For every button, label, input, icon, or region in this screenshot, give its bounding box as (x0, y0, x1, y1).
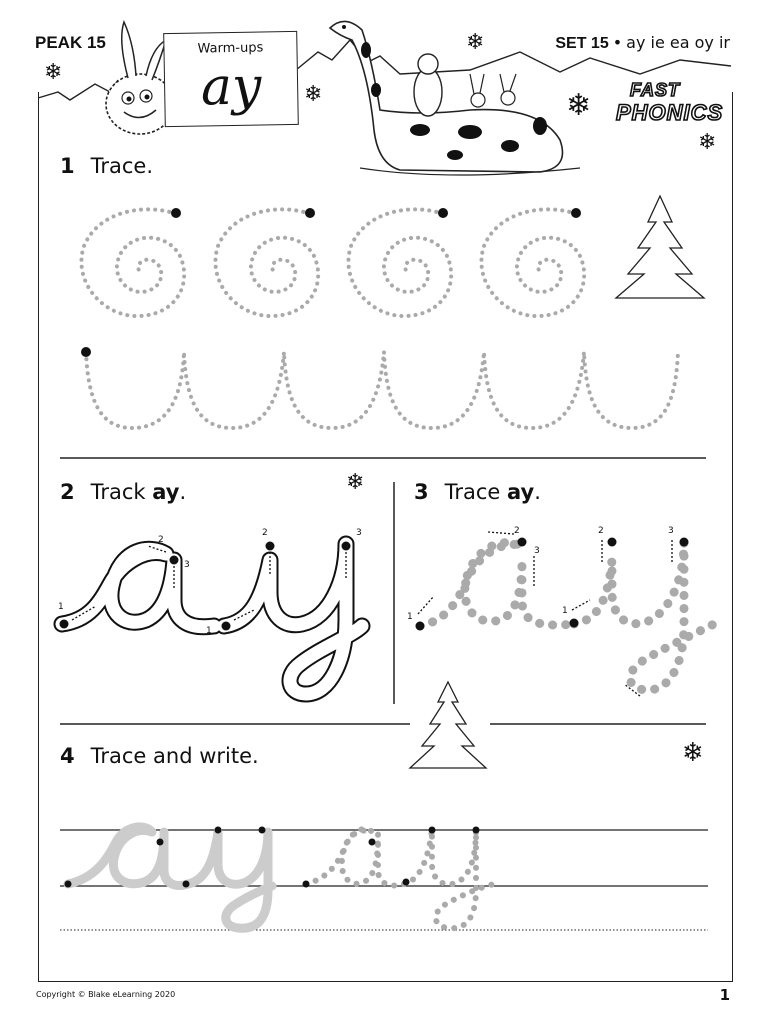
snowflake-icon: ❄ (346, 470, 365, 495)
page-number: 1 (719, 986, 730, 1004)
snowflake-icon: ❄ (304, 82, 323, 107)
section-instruction: Trace (444, 480, 508, 504)
section-instruction: Trace and write. (90, 744, 259, 768)
stroke-number: 2 (514, 526, 520, 536)
section-number: 3 (414, 480, 429, 504)
section-instruction-end: . (534, 480, 541, 504)
start-dot (369, 839, 376, 846)
logo-line-1: FAST (630, 80, 681, 100)
set-number: SET 15 (555, 35, 609, 52)
snowflake-icon: ❄ (566, 88, 592, 123)
snowflake-icon: ❄ (466, 30, 485, 55)
stroke-number: 2 (158, 535, 164, 545)
start-dot (259, 827, 266, 834)
section-number: 1 (60, 154, 75, 178)
section-instruction-end: . (179, 480, 187, 504)
section-number: 2 (60, 480, 75, 504)
snowflake-icon: ❄ (44, 60, 63, 85)
section-instruction: Track (90, 480, 153, 504)
stroke-number: 1 (206, 626, 212, 636)
section-instruction-bold: ay (507, 480, 535, 504)
logo-line-2: PHONICS (616, 100, 724, 125)
grey-y (188, 832, 272, 928)
stroke-number: 2 (598, 526, 604, 536)
stroke-number: 3 (356, 528, 362, 538)
snowflake-icon: ❄ (698, 130, 717, 155)
snowflake-icon: ❄ (682, 738, 704, 768)
grey-a (68, 827, 188, 886)
dotted-y (404, 830, 494, 928)
section-instruction: Trace. (90, 154, 154, 178)
start-dot (303, 881, 310, 888)
separator-dot: • (612, 33, 623, 52)
section-instruction-bold: ay (152, 480, 180, 504)
stroke-number: 1 (562, 606, 568, 616)
start-dot (403, 879, 410, 886)
stroke-number: 3 (184, 560, 190, 570)
start-dot (183, 881, 190, 888)
stroke-number: 1 (407, 612, 413, 622)
warmup-label: Warm-ups (197, 40, 264, 57)
section-number: 4 (60, 744, 75, 768)
stroke-number: 1 (58, 602, 64, 612)
start-dot (215, 827, 222, 834)
copyright-text: Copyright © Blake eLearning 2020 (36, 990, 176, 999)
start-dot (157, 839, 164, 846)
warmup-letters: ay (200, 56, 262, 118)
start-dot (65, 881, 72, 888)
dotted-a (306, 829, 404, 886)
stroke-number: 2 (262, 528, 268, 538)
start-dot (473, 827, 480, 834)
stroke-number: 3 (534, 546, 540, 556)
peak-label: PEAK 15 (35, 33, 106, 52)
set-sounds: ay ie ea oy ir (626, 33, 730, 52)
start-dot (429, 827, 436, 834)
stroke-number: 3 (668, 526, 674, 536)
